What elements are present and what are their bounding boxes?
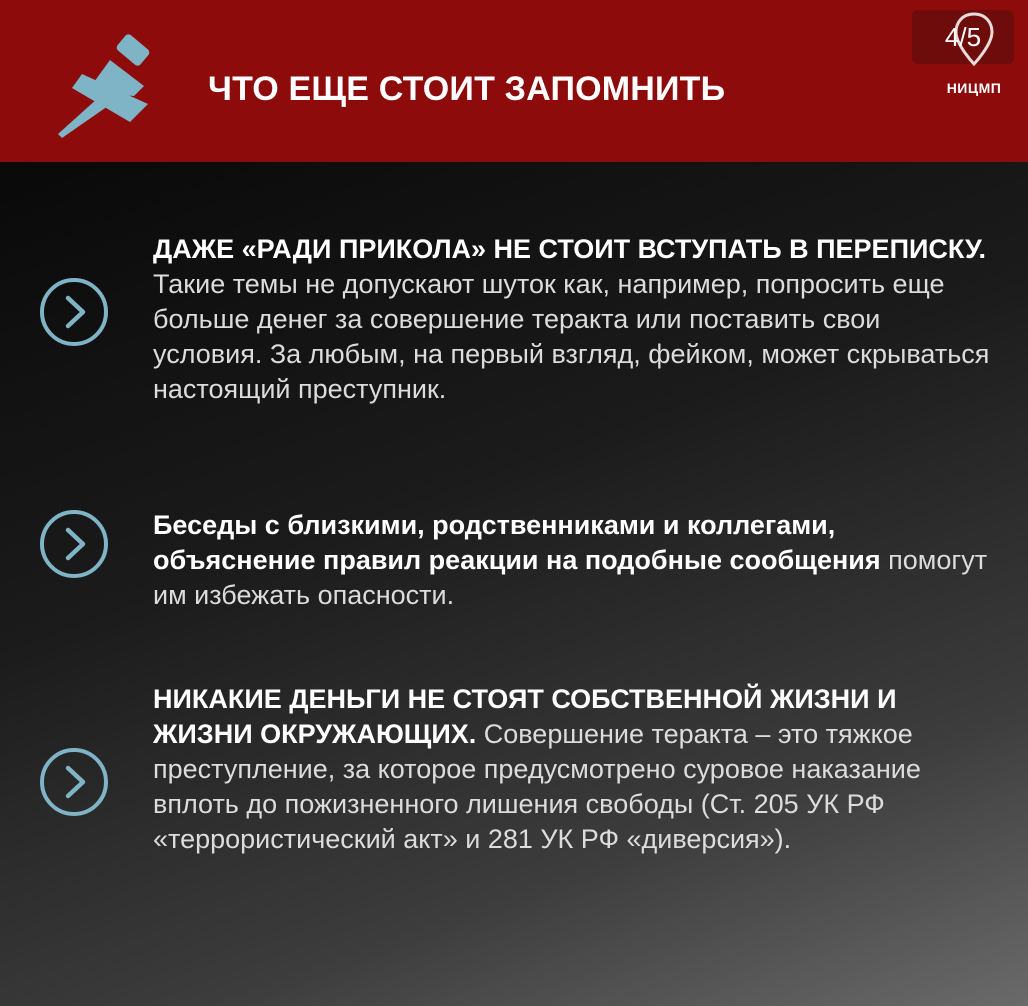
list-item-1 bbox=[153, 232, 993, 407]
list-item-2-bold: Беседы с близкими, родственниками и коллегами, объяснение правил реакции на подобные сообщения bbox=[153, 510, 881, 575]
list-item-1-text: Такие темы не допускают шуток как, например, попросить еще больше денег за совершение теракта или поставить свои условия. За любым, на первый взгляд, фейком, может скрываться настоящий преступник. bbox=[153, 269, 990, 404]
chevron-right-circle-icon bbox=[38, 746, 110, 818]
chevron-right-circle-icon bbox=[38, 508, 110, 580]
logo-text: НИЦМП bbox=[946, 80, 1002, 96]
list-item-3-text: Совершение теракта – это тяжкое преступление, за которое предусмотрено суровое наказание вплоть до пожизненного лишения свободы (Ст. 205 УК РФ «террористический акт» и 281 УК РФ «диверсия»). bbox=[153, 719, 921, 854]
list-item-1-bold: ДАЖЕ «РАДИ ПРИКОЛА» НЕ СТОИТ ВСТУПАТЬ В ПЕРЕПИСКУ. bbox=[153, 234, 986, 264]
header-banner bbox=[0, 0, 1028, 162]
list-item-3 bbox=[153, 682, 993, 857]
pushpin-icon bbox=[52, 34, 172, 144]
list-item-3-bold: НИКАКИЕ ДЕНЬГИ НЕ СТОЯТ СОБСТВЕННОЙ ЖИЗНИ И ЖИЗНИ ОКРУЖАЮЩИХ. bbox=[153, 684, 897, 749]
chevron-right-circle-icon bbox=[38, 276, 110, 348]
content-area bbox=[0, 162, 1028, 1006]
page-title: ЧТО ЕЩЕ СТОИТ ЗАПОМНИТЬ bbox=[208, 70, 726, 108]
list-item-2-text: помогут им избежать опасности. bbox=[153, 545, 988, 610]
logo-pin-icon bbox=[952, 10, 996, 70]
page-counter: 4/5 bbox=[944, 22, 982, 52]
list-item-2 bbox=[153, 508, 993, 613]
